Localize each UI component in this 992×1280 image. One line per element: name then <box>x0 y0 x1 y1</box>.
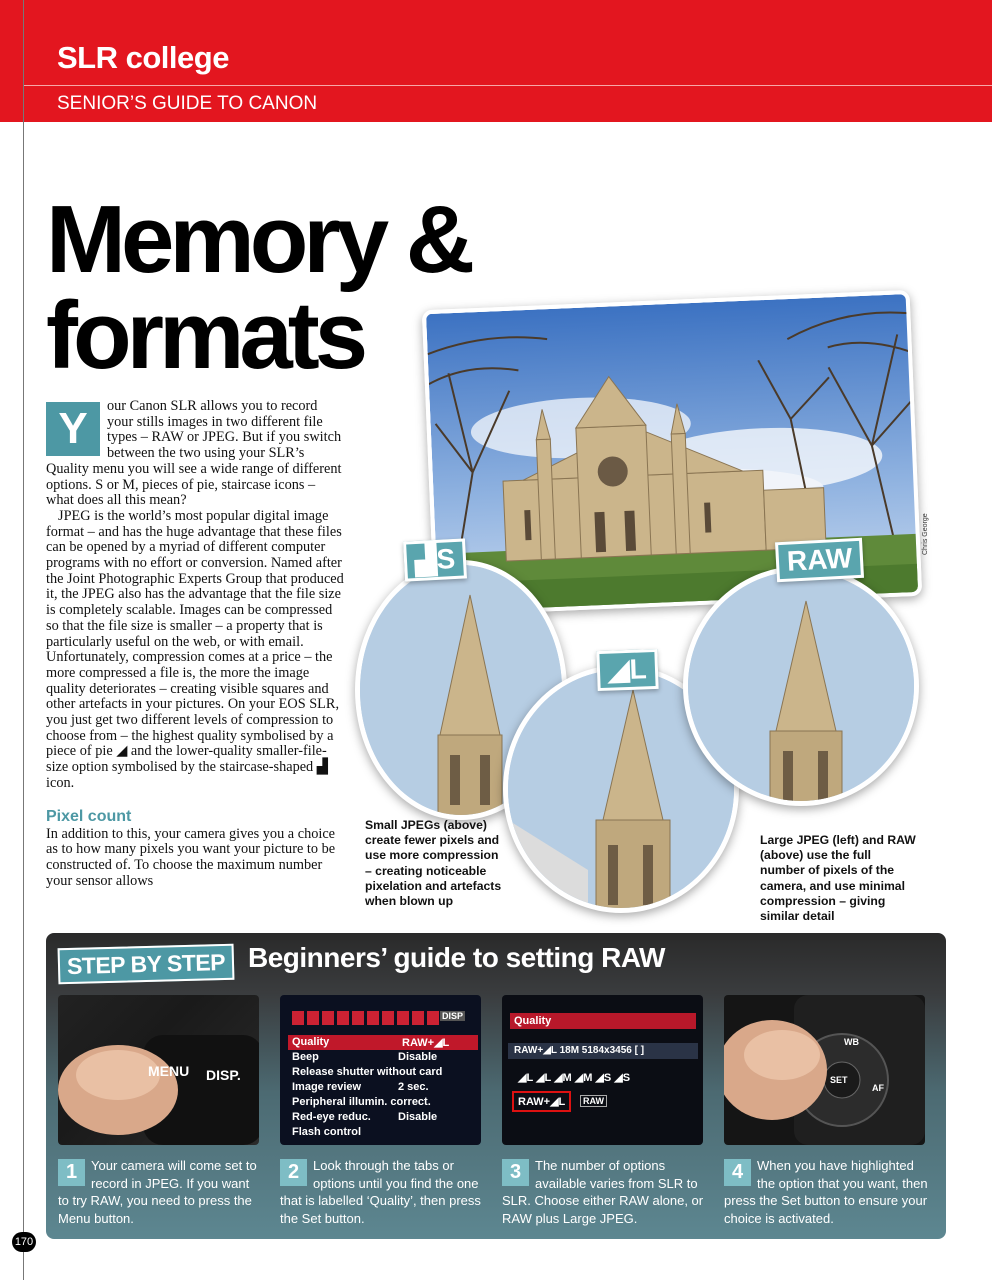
camera-set-dial-illustration <box>724 995 925 1145</box>
pixel-paragraph: In addition to this, your camera gives you a choice as to how many pixels you want your picture to be constructed of. To choose the maximum number your sensor allows <box>46 825 336 889</box>
quality-screen-title: Quality <box>510 1013 696 1029</box>
step-by-step-badge: STEP BY STEP <box>58 944 235 985</box>
quality-raw-option: RAW <box>580 1095 607 1107</box>
quality-options: ◢L ◢L ◢M ◢M ◢S ◢S <box>518 1072 631 1084</box>
staircase-icon: ▟ <box>414 543 438 577</box>
drop-cap: Y <box>46 402 100 456</box>
photo-credit: Chris George <box>922 513 929 555</box>
menu-value-beep: Disable <box>398 1051 438 1063</box>
step-1-number: 1 <box>58 1159 85 1186</box>
wb-label: WB <box>844 1037 859 1047</box>
step-2-text: 2 Look through the tabs or options until you find the one that is labelled ‘Quality’, then press the Set button. <box>280 1158 481 1226</box>
menu-row-beep: Beep <box>292 1051 319 1063</box>
staircase-icon: ▟ <box>316 759 328 776</box>
pie-icon: ◢ <box>607 653 631 686</box>
section-title: SLR college <box>57 40 229 75</box>
headline-line-2: formats <box>46 282 364 389</box>
jpeg-paragraph: JPEG is the world’s most popular digital image format – and has the huge advantage that these files can be opened by a myriad of different computer programs with no effort or conversion. Named after the Joint Photographic Experts Group that produced it, the JPEG also has the advantage that the file size is completely scalable. Images can be compressed so that the file size is smaller – a property that is particularly useful on the web, or with email. Unfortunately, compression comes at a price – the more compressed a file is, the more the image quality deteriorates – creating visible squares and other artefacts in your pictures. On your EOS SLR, you just get two different levels of compression to choose from – the highest quality symbolised by a piece of pie ◢ and the lower-quality smaller-file-size option symbolised by the staircase-shaped ▟ icon. <box>46 507 344 791</box>
menu-tabs <box>292 1011 442 1025</box>
caption-large-raw: Large JPEG (left) and RAW (above) use the full number of pixels of the camera, and use minimal compression – giving similar detail <box>760 833 916 924</box>
chip-large-jpeg: ◢L <box>596 649 658 691</box>
step-3-text: 3 The number of options available varies from SLR to SLR. Choose either RAW alone, or RAW plus Large JPEG. <box>502 1158 704 1226</box>
set-button-label: SET <box>830 1075 848 1085</box>
menu-value-redeye: Disable <box>398 1111 438 1123</box>
step-2-image <box>280 995 481 1145</box>
menu-value-review: 2 sec. <box>398 1081 429 1093</box>
subhead-pixel-count: Pixel count <box>46 807 132 825</box>
article-body <box>46 399 346 889</box>
spire-illustration-raw <box>688 571 919 806</box>
menu-row-quality: Quality <box>292 1036 330 1048</box>
section-subtitle: SENIOR’S GUIDE TO CANON <box>57 93 318 114</box>
header-rule <box>24 85 992 86</box>
menu-value-quality: RAW+◢L <box>402 1037 450 1049</box>
step-1-text: 1 Your camera will come set to record in JPEG. If you want to try RAW, you need to press the Menu button. <box>58 1158 257 1226</box>
chip-raw: RAW <box>775 538 864 583</box>
pie-icon: ◢ <box>116 743 128 760</box>
spire-circle-raw <box>683 566 919 806</box>
caption-small-jpeg: Small JPEGs (above) create fewer pixels and use more compression – creating noticeable pixelation and artefacts when blown up <box>365 818 502 909</box>
quality-selected-option: RAW+◢L <box>512 1091 571 1112</box>
page-number: 170 <box>12 1232 36 1252</box>
step-1-image <box>58 995 259 1145</box>
step-3-image <box>502 995 703 1145</box>
menu-row-release: Release shutter without card <box>292 1066 443 1078</box>
headline-line-1: Memory & <box>46 186 471 293</box>
disp-label: DISP <box>442 1011 464 1021</box>
header-banner <box>0 0 992 122</box>
menu-row-review: Image review <box>292 1081 362 1093</box>
step-by-step-title: Beginners’ guide to setting RAW <box>248 942 665 973</box>
intro-paragraph: our Canon SLR allows you to record your stills images in two different file types – RAW or JPEG. But if you switch between the two using your SLR’s Quality menu you will see a wide range of different options. S or M, pieces of pie, staircase icons – what does all this mean? <box>46 398 342 509</box>
step-2-number: 2 <box>280 1159 307 1186</box>
disp-button-label: DISP. <box>206 1067 241 1083</box>
menu-button-label: MENU <box>148 1063 190 1079</box>
quality-current-setting: RAW+◢L 18M 5184x3456 [ ] <box>508 1043 698 1059</box>
menu-row-peripheral: Peripheral illumin. correct. <box>292 1096 431 1108</box>
step-4-text: 4 When you have highlighted the option that you want, then press the Set button to ensure your choice is activated. <box>724 1158 928 1226</box>
step-4-image <box>724 995 925 1145</box>
margin-line <box>23 0 24 1280</box>
af-label: AF <box>872 1083 884 1093</box>
step-4-number: 4 <box>724 1159 751 1186</box>
menu-row-flash: Flash control <box>292 1126 362 1138</box>
menu-row-redeye: Red-eye reduc. <box>292 1111 371 1123</box>
chip-small-jpeg: ▟S <box>403 538 467 581</box>
step-3-number: 3 <box>502 1159 529 1186</box>
